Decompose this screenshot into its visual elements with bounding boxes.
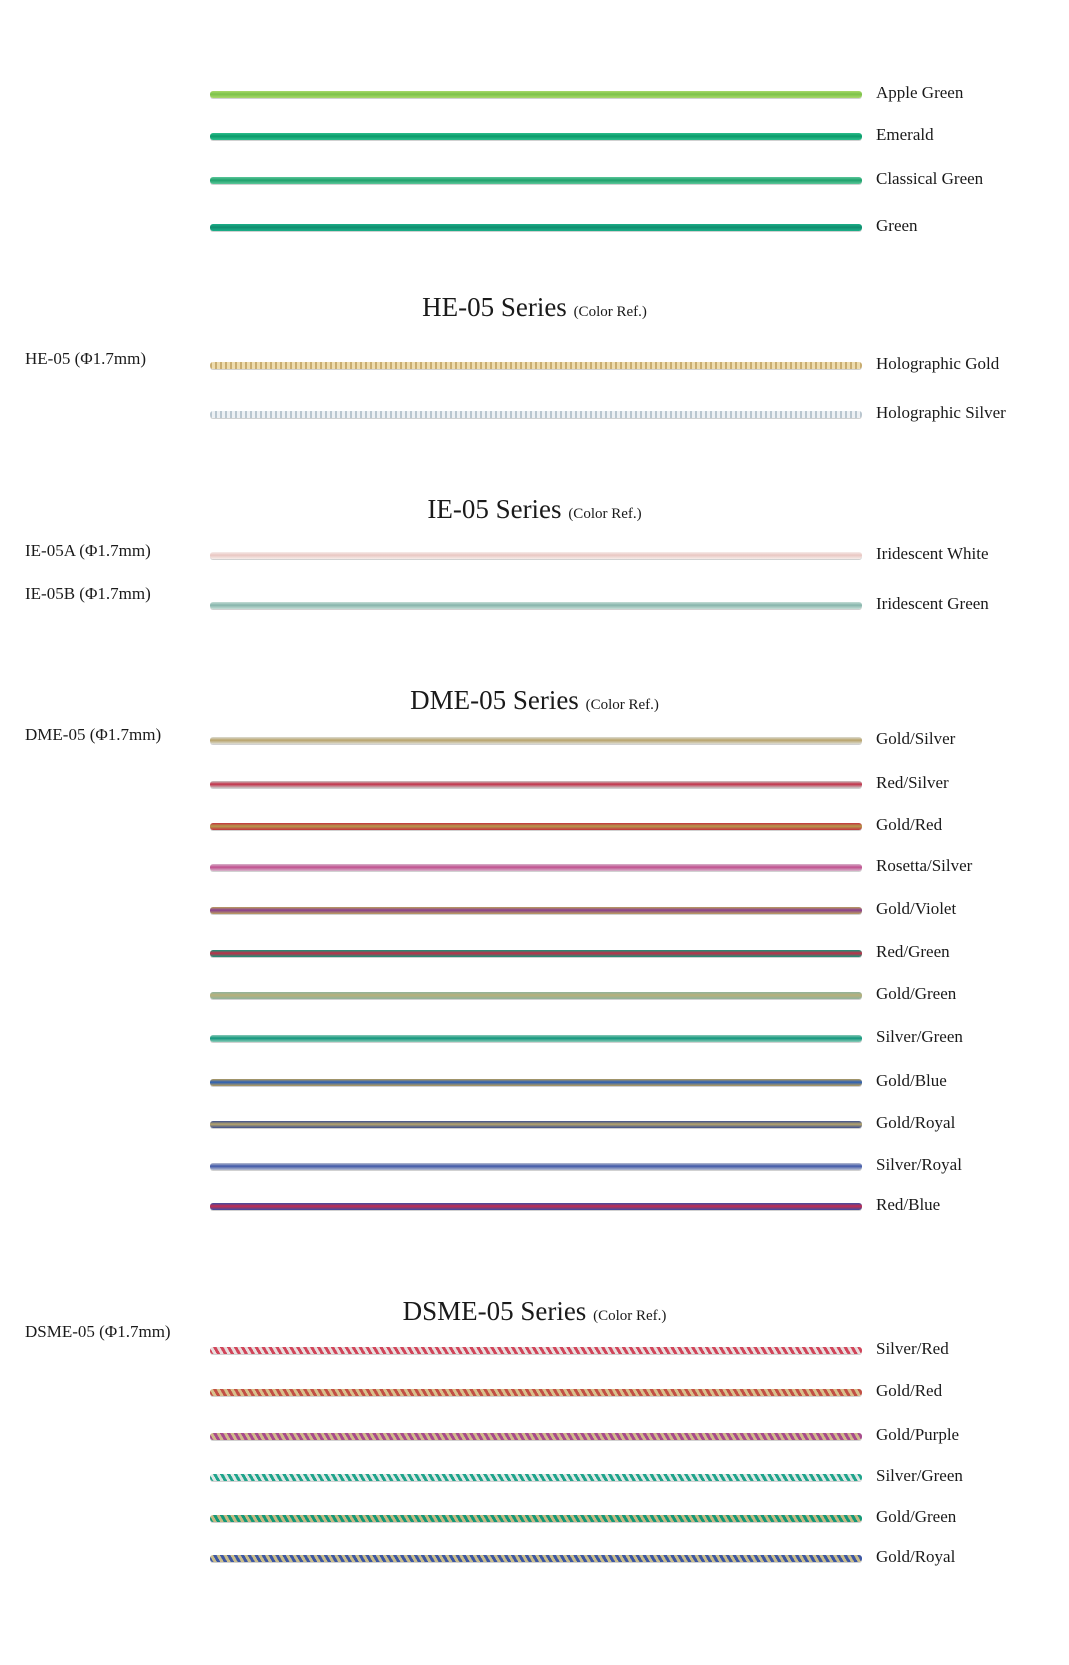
cord-row [0, 122, 1069, 152]
cord-name: Iridescent White [876, 544, 989, 563]
cord-swatch [210, 177, 862, 184]
cord-row [0, 166, 1069, 196]
cord-name: Green [876, 216, 918, 235]
cord-name: Gold/Green [876, 984, 957, 1003]
cord-name: Classical Green [876, 169, 984, 188]
cord-swatch [210, 1347, 862, 1354]
size-label-he05: HE-05 (Φ1.7mm) [25, 349, 147, 368]
cord-name: Gold/Purple [876, 1425, 960, 1444]
cord-row [0, 591, 1069, 621]
cord-row [0, 770, 1069, 800]
cord-row [0, 896, 1069, 926]
cord-row [0, 1504, 1069, 1534]
cord-name: Red/Silver [876, 773, 949, 792]
cord-name: Gold/Violet [876, 899, 957, 918]
series-name: IE-05 Series [427, 494, 562, 524]
cord-swatch [210, 91, 862, 98]
cord-swatch [210, 1515, 862, 1522]
cord-row [0, 1336, 1069, 1366]
cord-swatch [210, 950, 862, 957]
cord-name: Silver/Green [876, 1027, 963, 1046]
cord-swatch [210, 602, 862, 609]
cord-row [0, 351, 1069, 381]
cord-name: Gold/Red [876, 815, 943, 834]
cord-name: Silver/Green [876, 1466, 963, 1485]
cord-name: Apple Green [876, 83, 964, 102]
cord-row [0, 1152, 1069, 1182]
cord-swatch [210, 823, 862, 830]
cord-row [0, 400, 1069, 430]
cord-name: Gold/Red [876, 1381, 943, 1400]
cord-name: Silver/Red [876, 1339, 949, 1358]
cord-swatch [210, 133, 862, 140]
size-label-dme05: DME-05 (Φ1.7mm) [25, 725, 162, 744]
color-ref-note: (Color Ref.) [585, 697, 659, 713]
cord-row [0, 939, 1069, 969]
cord-row [0, 981, 1069, 1011]
cord-name: Iridescent Green [876, 594, 989, 613]
series-title-dme05 [0, 685, 1069, 716]
cord-swatch [210, 1121, 862, 1128]
cord-row [0, 726, 1069, 756]
cord-name: Gold/Royal [876, 1113, 956, 1132]
series-title-ie05 [0, 494, 1069, 525]
cord-swatch [210, 552, 862, 559]
cord-swatch [210, 781, 862, 788]
cord-row [0, 1192, 1069, 1222]
cord-swatch [210, 1474, 862, 1481]
cord-swatch [210, 1203, 862, 1210]
cord-row [0, 1024, 1069, 1054]
cord-name: Gold/Silver [876, 729, 956, 748]
cord-name: Gold/Royal [876, 1547, 956, 1566]
cord-name: Silver/Royal [876, 1155, 962, 1174]
cord-name: Holographic Gold [876, 354, 1000, 373]
cord-row [0, 1422, 1069, 1452]
cord-swatch [210, 907, 862, 914]
cord-row [0, 1463, 1069, 1493]
cord-row [0, 541, 1069, 571]
cord-swatch [210, 992, 862, 999]
color-ref-note: (Color Ref.) [593, 1308, 667, 1324]
cord-row [0, 1544, 1069, 1574]
series-name: DSME-05 Series [402, 1296, 587, 1326]
cord-row [0, 853, 1069, 883]
color-ref-note: (Color Ref.) [573, 304, 647, 320]
cord-swatch [210, 224, 862, 231]
cord-swatch [210, 1035, 862, 1042]
cord-name: Emerald [876, 125, 934, 144]
cord-name: Rosetta/Silver [876, 856, 973, 875]
cord-row [0, 812, 1069, 842]
cord-swatch [210, 1555, 862, 1562]
cord-swatch [210, 411, 862, 418]
cord-row [0, 1110, 1069, 1140]
cord-swatch [210, 1389, 862, 1396]
cord-row [0, 80, 1069, 110]
cord-name: Gold/Green [876, 1507, 957, 1526]
size-label-ie05b: IE-05B (Φ1.7mm) [25, 584, 151, 603]
series-title-he05 [0, 292, 1069, 323]
size-label-ie05a: IE-05A (Φ1.7mm) [25, 541, 151, 560]
cord-row [0, 1378, 1069, 1408]
size-label-dsme05: DSME-05 (Φ1.7mm) [25, 1322, 171, 1341]
color-ref-note: (Color Ref.) [568, 506, 642, 522]
cord-swatch [210, 1079, 862, 1086]
cord-row [0, 1068, 1069, 1098]
cord-swatch [210, 362, 862, 369]
series-name: HE-05 Series [422, 292, 567, 322]
cord-swatch [210, 1163, 862, 1170]
cord-name: Red/Green [876, 942, 950, 961]
cord-name: Holographic Silver [876, 403, 1006, 422]
cord-name: Gold/Blue [876, 1071, 947, 1090]
cord-swatch [210, 737, 862, 744]
cord-name: Red/Blue [876, 1195, 941, 1214]
cord-swatch [210, 1433, 862, 1440]
cord-swatch [210, 864, 862, 871]
series-name: DME-05 Series [410, 685, 579, 715]
cord-row [0, 213, 1069, 243]
